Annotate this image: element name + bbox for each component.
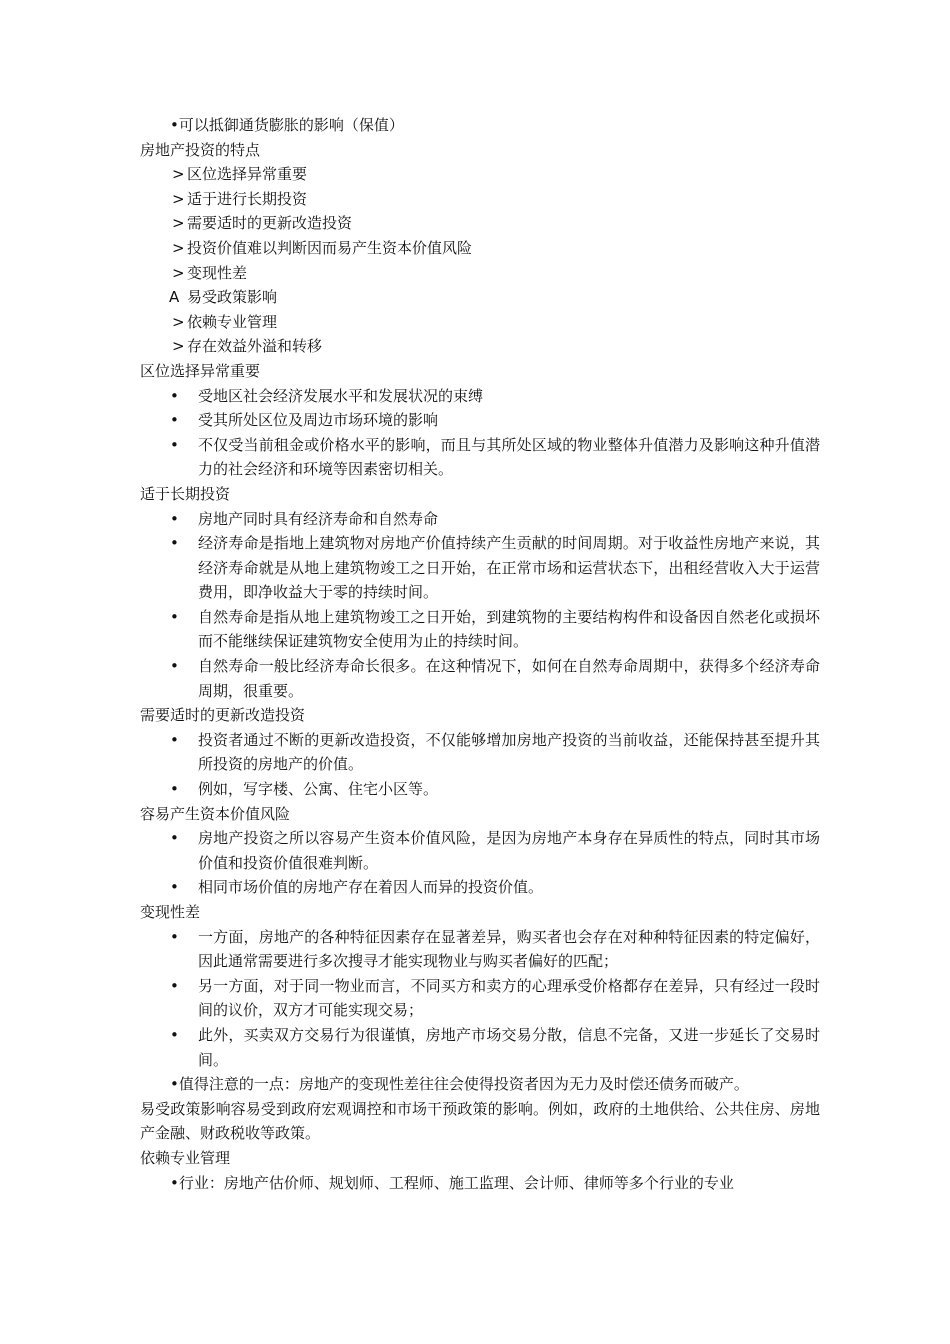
list-item-text: 受其所处区位及周边市场环境的影响 bbox=[198, 411, 439, 430]
feature-item bbox=[140, 187, 820, 212]
list-item-text: 例如，写字楼、公寓、住宅小区等。 bbox=[198, 780, 439, 799]
bullet-dot: • bbox=[170, 927, 179, 946]
feature-item bbox=[140, 261, 820, 286]
list-item-text: 受地区社会经济发展水平和发展状况的束缚 bbox=[198, 386, 484, 405]
section-heading: 依赖专业管理 bbox=[140, 1148, 231, 1167]
list-item bbox=[140, 875, 820, 900]
feature-text: 适于进行长期投资 bbox=[187, 189, 308, 208]
list-item bbox=[140, 777, 820, 802]
list-item bbox=[140, 974, 820, 1023]
bullet-dot: • bbox=[170, 730, 179, 749]
list-item-text: 相同市场价值的房地产存在着因人而异的投资价值。 bbox=[198, 878, 544, 897]
attention-note: •值得注意的一点：房地产的变现性差往往会使得投资者因为无力及时偿还债务而破产。 bbox=[170, 1075, 749, 1094]
bullet-dot: • bbox=[170, 509, 179, 528]
list-item bbox=[140, 408, 820, 433]
section-heading: 适于长期投资 bbox=[140, 484, 231, 503]
list-item-text: 经济寿命是指地上建筑物对房地产价值持续产生贡献的时间周期。对于收益性房地产来说，其经济寿命就是从地上建筑物竣工之日开始，在正常市场和运营状态下，出租经营收入大于运营费用，即净收益大于零的持续时间。 bbox=[198, 534, 820, 602]
list-item bbox=[140, 531, 820, 605]
bullet-dot: • bbox=[170, 780, 179, 799]
list-item-text: 房地产同时具有经济寿命和自然寿命 bbox=[198, 509, 439, 528]
industry-note: •行业：房地产估价师、规划师、工程师、施工监理、会计师、律师等多个行业的专业 bbox=[170, 1173, 734, 1192]
feature-mark: > bbox=[172, 214, 185, 233]
bullet-dot: • bbox=[170, 878, 179, 897]
list-item-text: 投资者通过不断的更新改造投资，不仅能够增加房地产投资的当前收益，还能保持甚至提升其所投资的房地产的价值。 bbox=[198, 730, 820, 774]
list-item-text: 房地产投资之所以容易产生资本价值风险，是因为房地产本身存在异质性的特点，同时其市场价值和投资价值很难判断。 bbox=[198, 829, 820, 872]
feature-text: 变现性差 bbox=[187, 263, 248, 282]
feature-text: 投资价值难以判断因而易产生资本价值风险 bbox=[187, 238, 473, 257]
list-item-text: 自然寿命一般比经济寿命长很多。在这种情况下，如何在自然寿命周期中，获得多个经济寿命周期，很重要。 bbox=[198, 657, 820, 700]
list-item-text: 自然寿命是指从地上建筑物竣工之日开始，到建筑物的主要结构构件和设备因自然老化或损坏而不能继续保证建筑物安全使用为止的持续时间。 bbox=[198, 607, 820, 651]
feature-mark: > bbox=[172, 263, 185, 282]
feature-mark: > bbox=[172, 238, 185, 257]
policy-paragraph: 易受政策影响容易受到政府宏观调控和市场干预政策的影响。例如，政府的土地供给、公共住房、房地产金融、财政税收等政策。 bbox=[140, 1099, 820, 1143]
bullet-dot: • bbox=[170, 607, 179, 626]
bullet-dot: • bbox=[170, 829, 179, 848]
bullet-dot: • bbox=[170, 657, 179, 676]
section-heading: 需要适时的更新改造投资 bbox=[140, 706, 306, 725]
list-item bbox=[140, 433, 820, 482]
section-heading: 变现性差 bbox=[140, 903, 201, 921]
bullet-dot: • bbox=[170, 534, 179, 553]
feature-text: 存在效益外溢和转移 bbox=[187, 337, 323, 356]
bullet-dot: • bbox=[170, 1025, 179, 1044]
feature-item bbox=[140, 162, 820, 187]
bullet-dot: • bbox=[170, 386, 179, 405]
list-item-text: 另一方面，对于同一物业而言，不同买方和卖方的心理承受价格都存在差异，只有经过一段时间的议价，双方才可能实现交易； bbox=[198, 976, 820, 1020]
bullet-dot: • bbox=[170, 976, 179, 995]
list-item bbox=[140, 1023, 820, 1072]
feature-item bbox=[140, 236, 820, 261]
feature-text: 需要适时的更新改造投资 bbox=[187, 214, 353, 233]
features-heading: 房地产投资的特点 bbox=[140, 140, 261, 159]
feature-text: 易受政策影响 bbox=[187, 288, 278, 307]
list-item bbox=[140, 507, 820, 532]
list-item bbox=[140, 654, 820, 703]
list-item bbox=[140, 728, 820, 777]
list-item bbox=[140, 925, 820, 974]
document-page bbox=[140, 113, 820, 1195]
feature-item bbox=[140, 334, 820, 359]
section-heading: 区位选择异常重要 bbox=[140, 361, 261, 380]
feature-mark: > bbox=[172, 189, 185, 208]
feature-text: 区位选择异常重要 bbox=[187, 165, 308, 184]
list-item-text: 一方面，房地产的各种特征因素存在显著差异，购买者也会存在对种种特征因素的特定偏好，因此通常需要进行多次搜寻才能实现物业与购买者偏好的匹配； bbox=[198, 927, 820, 971]
section-heading: 容易产生资本价值风险 bbox=[140, 804, 291, 823]
feature-text: 依赖专业管理 bbox=[187, 312, 278, 331]
bullet-dot: • bbox=[170, 435, 179, 454]
list-item-text: 不仅受当前租金或价格水平的影响，而且与其所处区域的物业整体升值潜力及影响这种升值潜力的社会经济和环境等因素密切相关。 bbox=[198, 435, 820, 479]
feature-mark: > bbox=[172, 165, 185, 184]
feature-item bbox=[140, 285, 820, 310]
feature-item bbox=[140, 310, 820, 335]
feature-item bbox=[140, 211, 820, 236]
feature-mark: > bbox=[172, 337, 185, 356]
list-item-text: 此外，买卖双方交易行为很谨慎，房地产市场交易分散，信息不完备，又进一步延长了交易时间。 bbox=[198, 1025, 820, 1069]
feature-mark: A bbox=[169, 288, 180, 307]
bullet-dot: • bbox=[170, 411, 179, 430]
list-item bbox=[140, 605, 820, 654]
list-item bbox=[140, 384, 820, 409]
intro-item: •可以抵御通货膨胀的影响（保值） bbox=[170, 116, 404, 134]
feature-mark: > bbox=[172, 312, 185, 331]
list-item bbox=[140, 826, 820, 875]
